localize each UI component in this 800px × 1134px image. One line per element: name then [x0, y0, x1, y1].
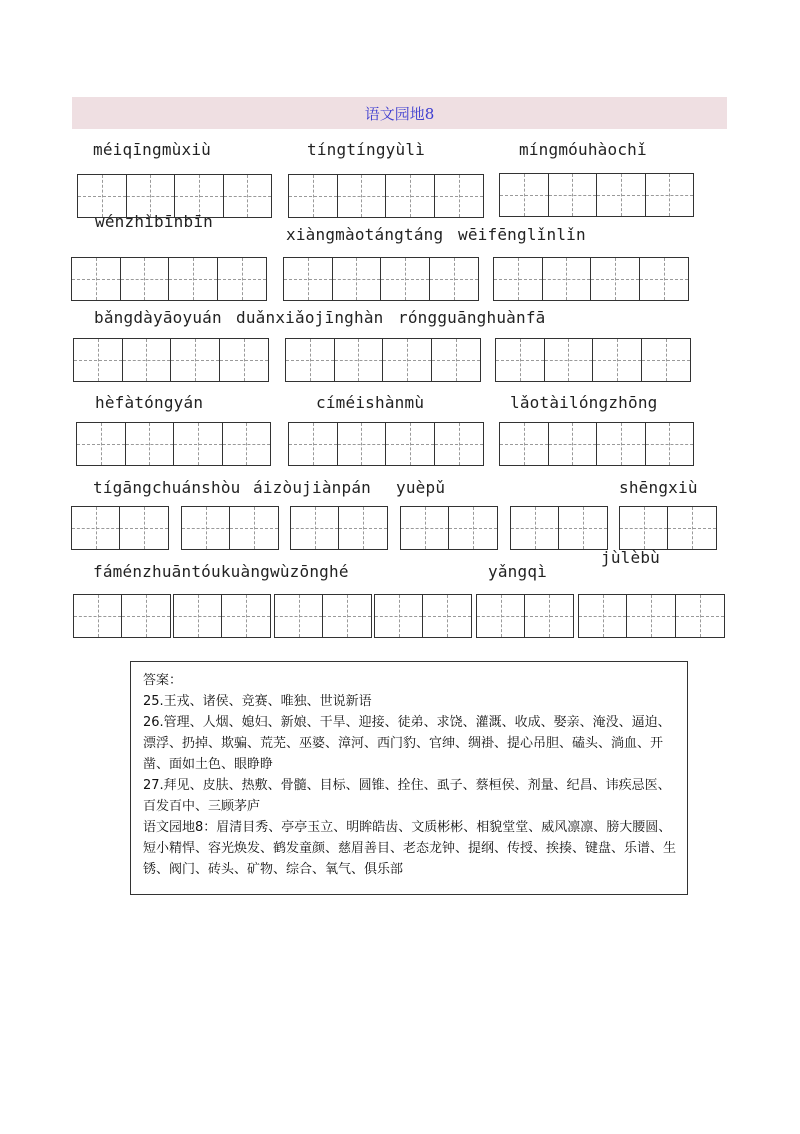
grid-cell[interactable] — [223, 423, 271, 465]
grid-cell[interactable] — [127, 175, 176, 217]
answer-line: 语文园地8：眉清目秀、亭亭玉立、明眸皓齿、文质彬彬、相貌堂堂、威风凛凛、膀大腰圆、短小精悍、容光焕发、鹤发童颜、慈眉善目、老态龙钟、提纲、传授、挨揍、键盘、乐谱、生锈、阀门、砖头、矿物、综合、氧气、俱乐部 — [143, 820, 677, 877]
grid-cell[interactable] — [401, 507, 449, 549]
grid-cell[interactable] — [286, 339, 335, 381]
pinyin-label: bǎngdàyāoyuán — [94, 308, 222, 327]
grid-cell[interactable] — [182, 507, 230, 549]
grid-cell[interactable] — [284, 258, 333, 300]
grid-cell[interactable] — [291, 507, 339, 549]
writing-grid[interactable] — [400, 506, 498, 550]
grid-cell[interactable] — [494, 258, 543, 300]
grid-cell[interactable] — [496, 339, 545, 381]
grid-cell[interactable] — [338, 175, 387, 217]
grid-cell[interactable] — [78, 175, 127, 217]
grid-cell[interactable] — [525, 595, 573, 637]
grid-cell[interactable] — [222, 595, 270, 637]
grid-cell[interactable] — [646, 423, 694, 465]
grid-cell[interactable] — [220, 339, 269, 381]
grid-cell[interactable] — [449, 507, 497, 549]
pinyin-label: yǎngqì — [488, 562, 547, 581]
grid-cell[interactable] — [175, 175, 224, 217]
grid-cell[interactable] — [383, 339, 432, 381]
grid-cell[interactable] — [323, 595, 371, 637]
grid-cell[interactable] — [381, 258, 430, 300]
pinyin-label: méiqīngmùxiù — [93, 140, 211, 159]
pinyin-label: wénzhìbīnbīn — [95, 212, 213, 231]
grid-cell[interactable] — [335, 339, 384, 381]
pinyin-label: róngguānghuànfā — [398, 308, 546, 327]
grid-cell[interactable] — [597, 423, 646, 465]
grid-cell[interactable] — [549, 423, 598, 465]
grid-cell[interactable] — [579, 595, 627, 637]
section-title: 语文园地8 — [72, 97, 727, 129]
writing-grid[interactable] — [288, 422, 484, 466]
writing-grid[interactable] — [71, 257, 267, 301]
grid-cell[interactable] — [74, 339, 123, 381]
pinyin-label: shēngxiù — [619, 478, 698, 497]
answer-heading: 答案： — [143, 673, 183, 688]
grid-cell[interactable] — [500, 174, 549, 216]
writing-grid[interactable] — [274, 594, 372, 638]
pinyin-label: tíngtíngyùlì — [307, 140, 425, 159]
writing-grid[interactable] — [71, 506, 169, 550]
writing-grid[interactable] — [499, 422, 694, 466]
pinyin-label: címéishànmù — [316, 393, 425, 412]
grid-cell[interactable] — [123, 339, 172, 381]
grid-cell[interactable] — [430, 258, 479, 300]
grid-cell[interactable] — [668, 507, 716, 549]
grid-cell[interactable] — [477, 595, 525, 637]
pinyin-label: hèfàtóngyán — [95, 393, 204, 412]
grid-cell[interactable] — [121, 258, 170, 300]
grid-cell[interactable] — [500, 423, 549, 465]
grid-cell[interactable] — [174, 423, 223, 465]
grid-cell[interactable] — [549, 174, 598, 216]
grid-cell[interactable] — [591, 258, 640, 300]
writing-grid[interactable] — [283, 257, 479, 301]
grid-cell[interactable] — [72, 507, 120, 549]
writing-grid[interactable] — [495, 338, 691, 382]
answer-line: 26.管理、人烟、媳妇、新娘、干旱、迎接、徒弟、求饶、灌溉、收成、娶亲、淹没、逼迫、漂浮、扔掉、欺骗、荒芜、巫婆、漳河、西门豹、官绅、绸褂、提心吊胆、磕头、淌血、开凿、面如土色、眼睁睁 — [143, 715, 671, 772]
grid-cell[interactable] — [640, 258, 689, 300]
grid-cell[interactable] — [224, 175, 272, 217]
pinyin-label: duǎnxiǎojīnghàn — [236, 308, 384, 327]
answer-line: 27.拜见、皮肤、热敷、骨髓、目标、圆锥、拴住、虱子、蔡桓侯、剂量、纪昌、讳疾忌医、百发百中、三顾茅庐 — [143, 778, 671, 814]
writing-grid[interactable] — [476, 594, 574, 638]
grid-cell[interactable] — [218, 258, 267, 300]
grid-cell[interactable] — [543, 258, 592, 300]
grid-cell[interactable] — [339, 507, 387, 549]
writing-grid[interactable] — [288, 174, 484, 218]
grid-cell[interactable] — [435, 423, 484, 465]
pinyin-label: lǎotàilóngzhōng — [510, 393, 658, 412]
grid-cell[interactable] — [386, 175, 435, 217]
grid-cell[interactable] — [423, 595, 471, 637]
writing-grid[interactable] — [510, 506, 608, 550]
grid-cell[interactable] — [559, 507, 607, 549]
grid-cell[interactable] — [289, 175, 338, 217]
grid-cell[interactable] — [77, 423, 126, 465]
grid-cell[interactable] — [432, 339, 481, 381]
grid-cell[interactable] — [545, 339, 594, 381]
answer-box — [130, 661, 688, 895]
grid-cell[interactable] — [593, 339, 642, 381]
writing-grid[interactable] — [619, 506, 717, 550]
pinyin-label: jùlèbù — [601, 548, 660, 567]
pinyin-label: yuèpǔ — [396, 478, 446, 497]
grid-cell[interactable] — [620, 507, 668, 549]
grid-cell[interactable] — [169, 258, 218, 300]
writing-grid[interactable] — [73, 594, 171, 638]
grid-cell[interactable] — [72, 258, 121, 300]
writing-grid[interactable] — [181, 506, 279, 550]
writing-grid[interactable] — [76, 422, 271, 466]
grid-cell[interactable] — [435, 175, 484, 217]
grid-cell[interactable] — [122, 595, 170, 637]
pinyin-label: tígāngchuánshòu — [93, 478, 241, 497]
grid-cell[interactable] — [230, 507, 278, 549]
pinyin-label: wēifēnglǐnlǐn — [458, 225, 586, 244]
writing-grid[interactable] — [499, 173, 694, 217]
grid-cell[interactable] — [676, 595, 724, 637]
writing-grid[interactable] — [173, 594, 271, 638]
grid-cell[interactable] — [74, 595, 122, 637]
grid-cell[interactable] — [333, 258, 382, 300]
writing-grid[interactable] — [290, 506, 388, 550]
answer-line: 25.王戎、诸侯、竞赛、唯独、世说新语 — [143, 694, 372, 709]
grid-cell[interactable] — [642, 339, 691, 381]
grid-cell[interactable] — [275, 595, 323, 637]
grid-cell[interactable] — [174, 595, 222, 637]
grid-cell[interactable] — [511, 507, 559, 549]
grid-cell[interactable] — [289, 423, 338, 465]
grid-cell[interactable] — [386, 423, 435, 465]
grid-cell[interactable] — [338, 423, 387, 465]
pinyin-label: míngmóuhàochǐ — [519, 140, 647, 159]
grid-cell[interactable] — [375, 595, 423, 637]
pinyin-label: fáménzhuāntóukuàngwùzōnghé — [93, 562, 349, 581]
grid-cell[interactable] — [120, 507, 168, 549]
writing-grid[interactable] — [374, 594, 472, 638]
grid-cell[interactable] — [171, 339, 220, 381]
writing-grid[interactable] — [285, 338, 481, 382]
grid-cell[interactable] — [126, 423, 175, 465]
pinyin-label: áizòujiànpán — [253, 478, 371, 497]
writing-grid[interactable] — [578, 594, 725, 638]
pinyin-label: xiàngmàotángtáng — [286, 225, 444, 244]
writing-grid[interactable] — [73, 338, 269, 382]
grid-cell[interactable] — [646, 174, 694, 216]
writing-grid[interactable] — [493, 257, 689, 301]
grid-cell[interactable] — [627, 595, 675, 637]
grid-cell[interactable] — [597, 174, 646, 216]
